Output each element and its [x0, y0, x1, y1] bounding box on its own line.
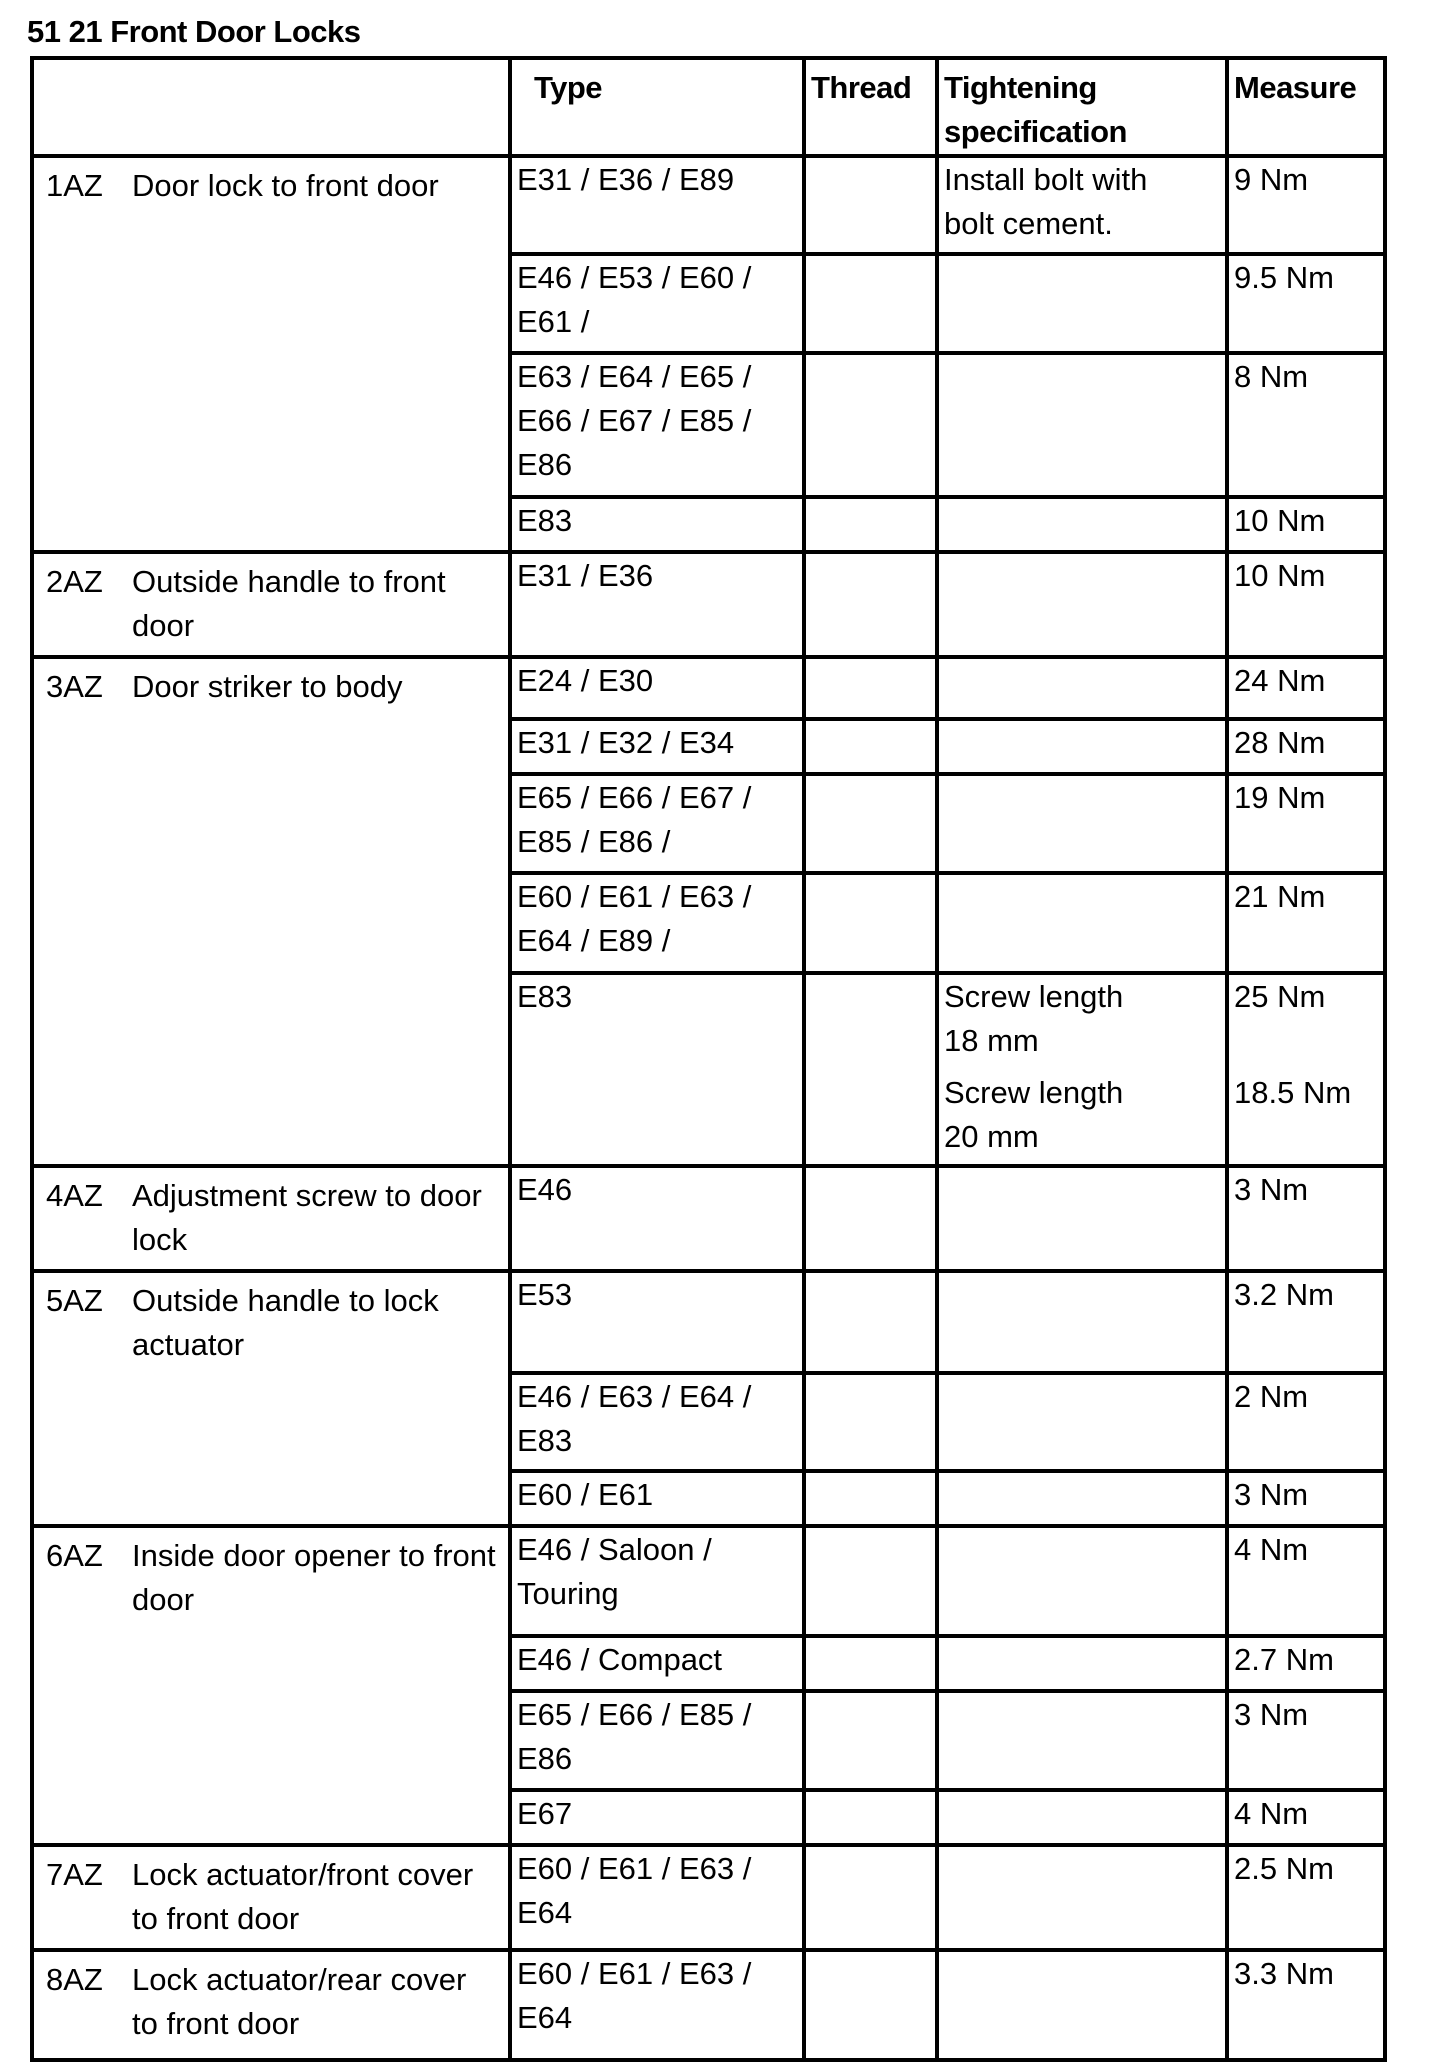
table-row — [32, 1845, 1385, 1950]
measure-cell: 21 Nm — [1227, 873, 1385, 973]
type-cell: E63 / E64 / E65 / E66 / E67 / E85 / E86 — [510, 353, 804, 497]
item-code: 2AZ — [46, 564, 103, 599]
type-cell: E60 / E61 / E63 / E64 — [510, 1950, 804, 2060]
spec-pair — [944, 975, 1225, 1063]
table-row — [32, 1271, 1385, 1373]
item-code: 7AZ — [46, 1857, 103, 1892]
table-row — [32, 657, 1385, 719]
item-code: 3AZ — [46, 669, 103, 704]
thread-cell — [804, 1471, 937, 1526]
header-tightening-line2: specification — [944, 114, 1127, 149]
thread-cell — [804, 1166, 937, 1271]
thread-cell — [804, 1950, 937, 2060]
spec-text: Install bolt with — [944, 162, 1148, 197]
measure-cell: 3 Nm — [1227, 1166, 1385, 1271]
type-cell: E46 / Saloon / Touring — [510, 1526, 804, 1636]
tightening-spec-cell — [937, 1526, 1227, 1636]
table-row — [32, 156, 1385, 254]
measure-cell: 4 Nm — [1227, 1790, 1385, 1845]
measure-cell: 28 Nm — [1227, 719, 1385, 774]
measure-cell: 2.5 Nm — [1227, 1845, 1385, 1950]
item-code: 5AZ — [46, 1283, 103, 1318]
item-ident-cell — [32, 657, 510, 1166]
measure-cell: 3 Nm — [1227, 1691, 1385, 1790]
type-cell: E46 / Compact — [510, 1636, 804, 1691]
measure-cell: 3 Nm — [1227, 1471, 1385, 1526]
table-row — [32, 1166, 1385, 1271]
tightening-spec-cell — [937, 657, 1227, 719]
type-cell: E46 / E63 / E64 / E83 — [510, 1373, 804, 1471]
tightening-spec-cell — [937, 497, 1227, 552]
type-cell: E67 — [510, 1790, 804, 1845]
thread-cell — [804, 1373, 937, 1471]
thread-cell — [804, 353, 937, 497]
tightening-spec-cell — [937, 156, 1227, 254]
type-cell: E83 — [510, 497, 804, 552]
tightening-spec-cell — [937, 774, 1227, 873]
torque-spec-table — [30, 56, 1387, 2062]
thread-cell — [804, 156, 937, 254]
type-cell: E60 / E61 — [510, 1471, 804, 1526]
measure-value: 25 Nm — [1234, 979, 1326, 1014]
measure-cell: 10 Nm — [1227, 497, 1385, 552]
item-description: Outside handle to lock actuator — [132, 1283, 439, 1362]
type-cell: E53 — [510, 1271, 804, 1373]
header-type: Type — [510, 58, 804, 156]
tightening-spec-cell — [937, 719, 1227, 774]
type-cell: E60 / E61 / E63 / E64 — [510, 1845, 804, 1950]
item-ident-cell — [32, 1845, 510, 1950]
type-cell: E46 — [510, 1166, 804, 1271]
item-code: 1AZ — [46, 168, 103, 203]
item-ident-cell — [32, 156, 510, 552]
measure-cell: 3.3 Nm — [1227, 1950, 1385, 2060]
tightening-spec-cell — [937, 254, 1227, 353]
item-code: 8AZ — [46, 1962, 103, 1997]
type-cell: E65 / E66 / E67 / E85 / E86 / — [510, 774, 804, 873]
thread-cell — [804, 657, 937, 719]
measure-cell: 9 Nm — [1227, 156, 1385, 254]
measure-cell: 10 Nm — [1227, 552, 1385, 657]
item-description: Lock actuator/rear cover to front door — [132, 1962, 467, 2041]
tightening-spec-cell — [937, 1166, 1227, 1271]
thread-cell — [804, 1636, 937, 1691]
thread-cell — [804, 973, 937, 1166]
measure-cell: 4 Nm — [1227, 1526, 1385, 1636]
type-cell: E83 — [510, 973, 804, 1166]
type-cell: E31 / E32 / E34 — [510, 719, 804, 774]
tightening-spec-cell — [937, 1691, 1227, 1790]
item-ident-cell — [32, 1166, 510, 1271]
measure-cell — [1227, 973, 1385, 1166]
tightening-spec-cell — [937, 1790, 1227, 1845]
spec-text: bolt cement. — [944, 206, 1113, 241]
tightening-spec-cell — [937, 1845, 1227, 1950]
thread-cell — [804, 552, 937, 657]
item-code: 4AZ — [46, 1178, 103, 1213]
header-row — [32, 58, 1385, 156]
header-ident — [32, 58, 510, 156]
type-cell: E65 / E66 / E85 / E86 — [510, 1691, 804, 1790]
measure-value: 18.5 Nm — [1234, 1075, 1352, 1110]
thread-cell — [804, 1271, 937, 1373]
item-description: Inside door opener to front door — [132, 1538, 496, 1617]
thread-cell — [804, 497, 937, 552]
thread-cell — [804, 1845, 937, 1950]
measure-cell: 19 Nm — [1227, 774, 1385, 873]
item-ident-cell — [32, 1950, 510, 2060]
thread-cell — [804, 1526, 937, 1636]
tightening-spec-cell — [937, 1373, 1227, 1471]
spec-text: Screw length — [944, 1075, 1124, 1110]
type-cell: E24 / E30 — [510, 657, 804, 719]
tightening-spec-cell — [937, 552, 1227, 657]
measure-cell: 8 Nm — [1227, 353, 1385, 497]
item-description: Door striker to body — [132, 669, 403, 704]
type-cell: E46 / E53 / E60 / E61 / — [510, 254, 804, 353]
header-tightening-line1: Tightening — [944, 70, 1097, 105]
item-code: 6AZ — [46, 1538, 103, 1573]
measure-cell: 9.5 Nm — [1227, 254, 1385, 353]
table-row — [32, 552, 1385, 657]
tightening-spec-cell — [937, 973, 1227, 1166]
spec-text: 18 mm — [944, 1023, 1039, 1058]
measure-cell: 2 Nm — [1227, 1373, 1385, 1471]
thread-cell — [804, 719, 937, 774]
page-title: 51 21 Front Door Locks — [27, 14, 361, 49]
table-row — [32, 1950, 1385, 2060]
header-tightening-spec — [937, 58, 1227, 156]
header-measure: Measure — [1227, 58, 1385, 156]
item-description: Door lock to front door — [132, 168, 439, 203]
item-ident-cell — [32, 1271, 510, 1526]
tightening-spec-cell — [937, 1271, 1227, 1373]
item-description: Outside handle to front door — [132, 564, 446, 643]
thread-cell — [804, 254, 937, 353]
item-description: Lock actuator/front cover to front door — [132, 1857, 474, 1936]
measure-cell: 3.2 Nm — [1227, 1271, 1385, 1373]
table-row — [32, 1526, 1385, 1636]
measure-cell: 24 Nm — [1227, 657, 1385, 719]
item-ident-cell — [32, 552, 510, 657]
thread-cell — [804, 1790, 937, 1845]
header-thread: Thread — [804, 58, 937, 156]
thread-cell — [804, 1691, 937, 1790]
spec-text: 20 mm — [944, 1119, 1039, 1154]
type-cell: E60 / E61 / E63 / E64 / E89 / — [510, 873, 804, 973]
tightening-spec-cell — [937, 873, 1227, 973]
tightening-spec-cell — [937, 1950, 1227, 2060]
thread-cell — [804, 873, 937, 973]
type-cell: E31 / E36 / E89 — [510, 156, 804, 254]
spec-pair — [944, 1071, 1225, 1159]
item-description: Adjustment screw to door lock — [132, 1178, 482, 1257]
thread-cell — [804, 774, 937, 873]
item-ident-cell — [32, 1526, 510, 1845]
spec-text: Screw length — [944, 979, 1124, 1014]
type-cell: E31 / E36 — [510, 552, 804, 657]
tightening-spec-cell — [937, 1636, 1227, 1691]
measure-cell: 2.7 Nm — [1227, 1636, 1385, 1691]
tightening-spec-cell — [937, 353, 1227, 497]
tightening-spec-cell — [937, 1471, 1227, 1526]
